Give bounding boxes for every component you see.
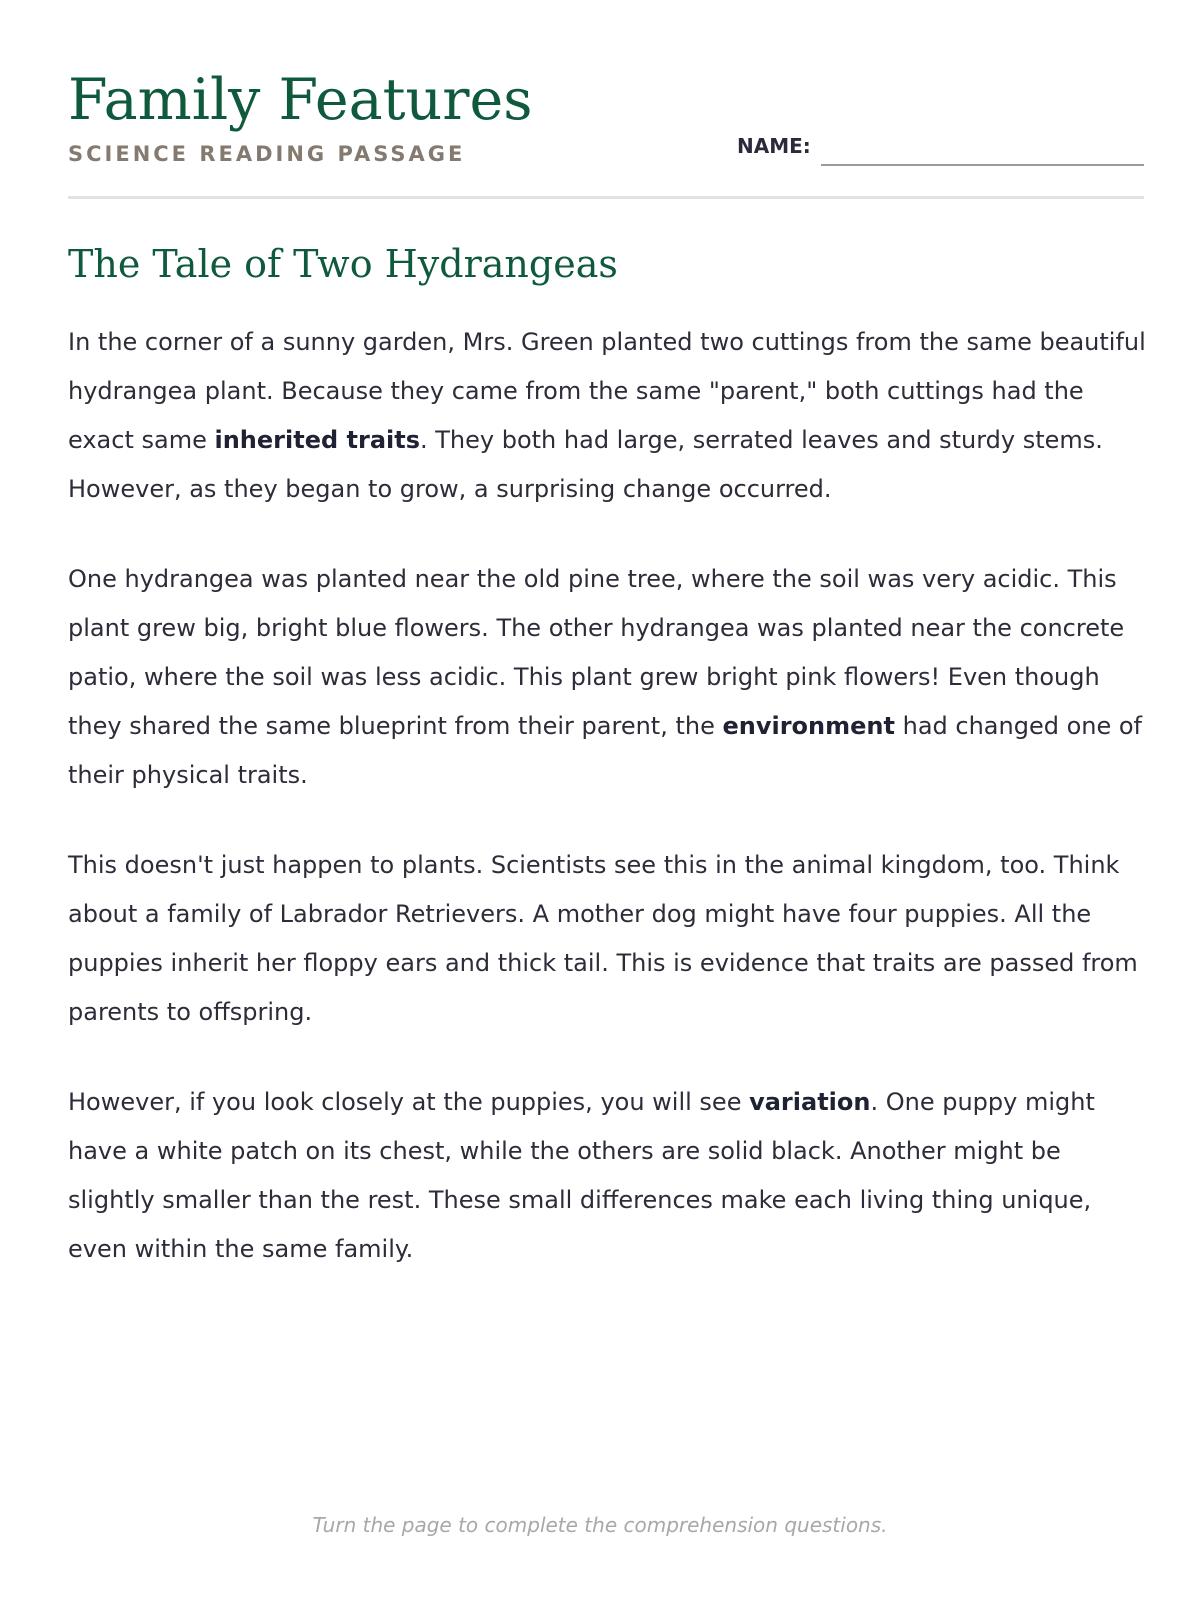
paragraph-3-text: This doesn't just happen to plants. Scientists see this in the animal kingdom, too. Think about a family of Labrador Retrievers. A mother dog might have four puppies. All the puppies inherit her floppy ears and thick tail. This is evidence that traits are passed from parents to offspring. [68,851,1138,1026]
paragraph-2-text-a: One hydrangea was planted near the old pine tree, where the soil was very acidic. This plant grew big, bright blue flowers. The other hydrangea was planted near the concrete patio, where the soil was less acidic. This plant grew bright pink flowers! Even though they shared the same blueprint from their parent, the [68,565,1125,740]
paragraph-1 [68,318,1148,514]
paragraph-2 [68,555,1148,800]
passage-title: The Tale of Two Hydrangeas [68,242,618,286]
passage-body [68,318,1148,1315]
paragraph-1-text-a: In the corner of a sunny garden, Mrs. Green planted two cuttings from the same beautiful hydrangea plant. Because they came from the same "parent," both cuttings had the exact same [68,328,1146,454]
page-title: Family Features [68,67,533,133]
name-blank-line[interactable] [821,164,1144,166]
paragraph-3 [68,841,1148,1037]
term-environment: environment [722,712,895,740]
paragraph-1-text-b: . They both had large, serrated leaves and sturdy stems. However, as they began to grow, a surprising change occurred. [68,426,1103,503]
term-inherited-traits: inherited traits [214,426,420,454]
paragraph-4-text-b: . One puppy might have a white patch on its chest, while the others are solid black. Another might be slightly smaller than the rest. These small differences make each living thing unique, even within the same family. [68,1088,1095,1263]
term-variation: variation [749,1088,871,1116]
paragraph-4 [68,1078,1148,1274]
paragraph-2-text-b: had changed one of their physical traits. [68,712,1143,789]
page-subtitle: SCIENCE READING PASSAGE [68,142,466,166]
name-label: NAME: [737,134,811,158]
header-divider [68,196,1144,199]
paragraph-4-text-a: However, if you look closely at the puppies, you will see [68,1088,750,1116]
footer-note: Turn the page to complete the comprehension questions. [312,1513,888,1537]
worksheet-header [68,66,1144,198]
